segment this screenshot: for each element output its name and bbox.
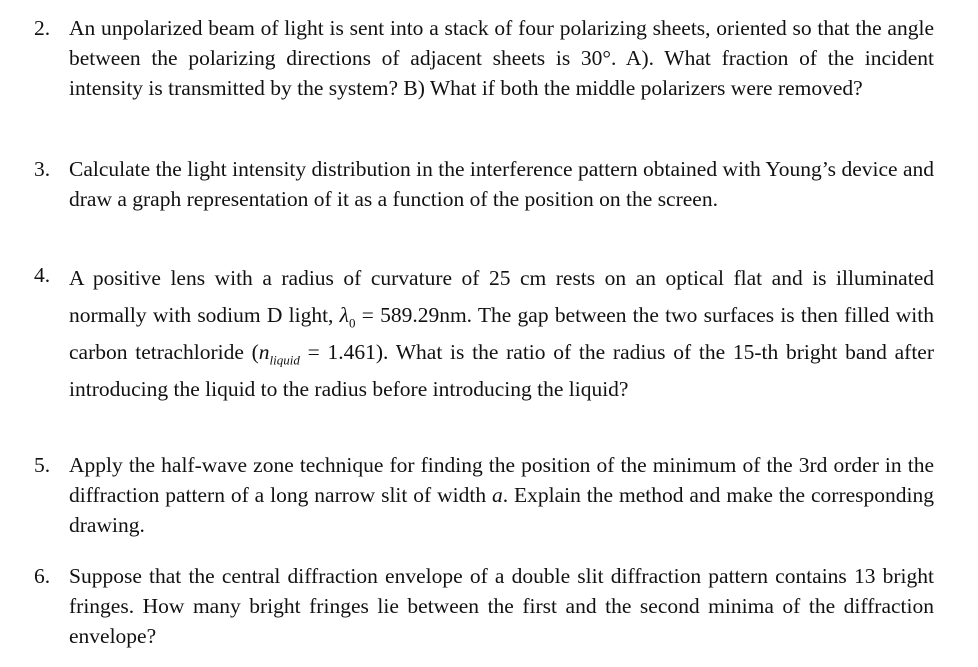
problem-number: 4. [34, 263, 51, 287]
problem-text: An unpolarized beam of light is sent into a stack of four polarizing sheets, oriented so that the angle between the polarizing directions of adjacent sheets is 30°. A). What fraction of the incident intensity is transmitted by the system? B) What if both the middle polarizers were removed? [69, 16, 934, 100]
problem-number: 2. [34, 16, 51, 40]
n-symbol: n [258, 340, 270, 364]
problem-text-part: . Explain the method and make the corresponding drawing. [69, 483, 934, 537]
problem-text [69, 450, 934, 540]
problem-text: Calculate the light intensity distribution in the interference pattern obtained with Young’s device and draw a graph representation of it as a function of the position on the screen. [69, 157, 934, 211]
problem-2 [34, 13, 934, 103]
problem-6 [34, 561, 934, 651]
n-subscript: liquid [269, 352, 300, 368]
lambda-subscript: 0 [348, 315, 356, 331]
problem-number: 6. [34, 564, 51, 588]
problem-text: Suppose that the central diffraction envelope of a double slit diffraction pattern contains 13 bright fringes. How many bright fringes lie between the first and the second minima of the diffraction envelope? [69, 564, 934, 648]
problem-text-part: Apply the half-wave zone technique for finding the position of the minimum of the 3rd order in the diffraction pattern of a long narrow slit of width [69, 453, 934, 507]
problem-number: 3. [34, 157, 51, 181]
problem-text-part: A positive lens with a radius of curvature of 25 cm rests on an optical flat and is illuminated normally with sodium D light, [69, 266, 934, 327]
problem-5 [34, 450, 934, 540]
problem-number: 5. [34, 453, 51, 477]
problem-text-part: = 1.461). What is the ratio of the radius of the 15-th bright band after introducing the liquid to the radius before introducing the liquid? [69, 340, 935, 401]
problem-4 [34, 260, 934, 408]
lambda-symbol: λ [339, 303, 349, 327]
problem-text-part: = 589.29nm. The gap between the two surfaces is then filled with carbon tetrachloride ( [69, 303, 934, 364]
variable-a: a [491, 483, 503, 507]
problem-3 [34, 154, 934, 214]
problem-text [69, 260, 934, 408]
